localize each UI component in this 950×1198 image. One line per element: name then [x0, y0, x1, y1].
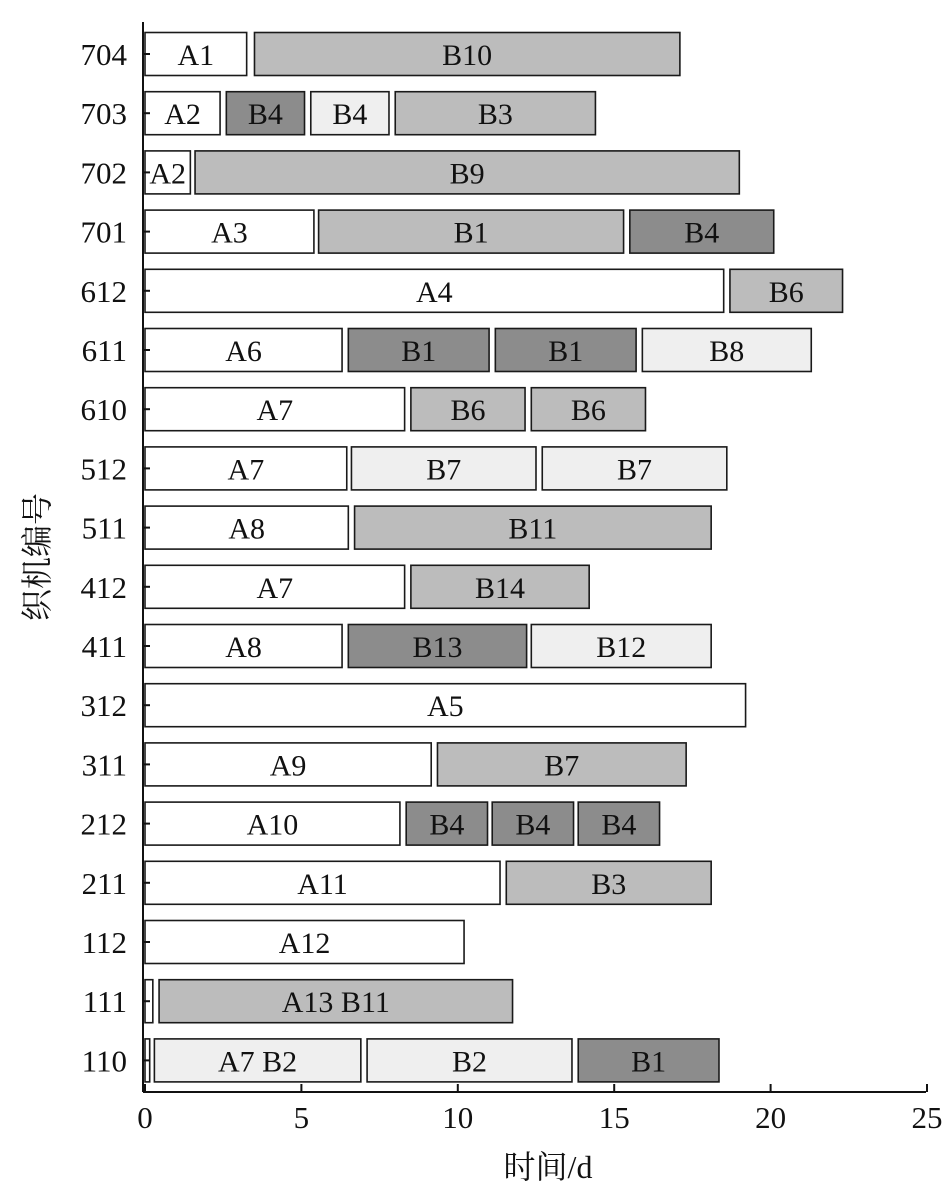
y-tick-label: 611: [81, 333, 127, 368]
y-tick-label: 112: [81, 925, 127, 960]
task-label: B4: [515, 808, 551, 842]
y-tick-label: 111: [82, 984, 127, 1020]
y-tick-label: 212: [80, 806, 127, 842]
task-label: A13 B11: [281, 986, 390, 1020]
y-tick-label: 702: [80, 155, 127, 191]
task-label: A2: [149, 157, 187, 191]
task-label: B10: [442, 39, 493, 72]
y-tick-label: 311: [81, 747, 127, 783]
y-tick-label: 704: [80, 37, 127, 72]
task-label: A9: [269, 749, 307, 783]
task-label: B4: [247, 98, 283, 132]
x-tick-label: 5: [293, 1100, 310, 1135]
task-label: B13: [412, 631, 463, 664]
task-label: A6: [225, 335, 262, 368]
task-label: B2: [452, 1045, 488, 1079]
task-label: B11: [508, 512, 558, 546]
x-tick-label: 10: [442, 1100, 474, 1135]
y-tick-label: 110: [81, 1043, 127, 1079]
x-tick-label: 25: [911, 1100, 943, 1135]
task-label: A7 B2: [218, 1045, 298, 1079]
task-label: B4: [429, 808, 465, 842]
task-label: B4: [684, 216, 720, 250]
task-label: A5: [426, 690, 464, 724]
task-label: B3: [477, 98, 513, 132]
task-label: B12: [596, 631, 647, 664]
task-label: A8: [228, 512, 265, 546]
y-tick-label: 211: [81, 865, 127, 901]
task-label: A12: [278, 927, 331, 960]
task-label: B9: [449, 157, 485, 191]
task-label: A11: [297, 867, 348, 901]
task-label: B4: [601, 808, 637, 842]
task-label: B1: [453, 216, 489, 250]
task-label: A7: [256, 571, 294, 605]
y-tick-label: 512: [80, 451, 127, 487]
y-tick-label: 312: [80, 688, 127, 724]
y-axis-title: 织机编号: [19, 492, 55, 622]
y-tick-label: 412: [80, 569, 127, 605]
task-label: B7: [617, 453, 653, 487]
task-label: A7: [256, 394, 294, 428]
task-label: A8: [225, 631, 262, 664]
task-label: B7: [426, 453, 462, 487]
task-label: B14: [475, 571, 526, 605]
task-label: B8: [709, 335, 745, 368]
task-label: A2: [164, 98, 201, 132]
y-tick-label: 703: [80, 96, 127, 132]
y-tick-label: 701: [80, 214, 127, 250]
x-tick-label: 0: [137, 1100, 153, 1135]
task-label: B7: [544, 749, 580, 783]
task-label: B1: [631, 1045, 667, 1079]
y-tick-label: 511: [81, 510, 127, 546]
x-tick-label: 20: [755, 1100, 787, 1135]
task-label: B6: [768, 275, 804, 309]
y-tick-label: 411: [81, 629, 127, 664]
y-tick-label: 610: [80, 392, 127, 428]
x-tick-label: 15: [598, 1100, 630, 1135]
task-label: A7: [227, 453, 265, 487]
task-label: B1: [548, 335, 584, 368]
bars-layer: [145, 33, 843, 1082]
task-label: B4: [332, 98, 368, 132]
task-label: A3: [211, 216, 248, 250]
y-tick-label: 612: [80, 273, 127, 309]
task-label: A4: [416, 275, 453, 309]
task-label: A1: [177, 39, 215, 72]
task-label: B1: [401, 335, 437, 368]
task-label: B6: [570, 394, 606, 428]
task-label: B6: [450, 394, 486, 428]
x-axis-title: 时间/d: [503, 1149, 593, 1185]
task-label: B3: [591, 867, 627, 901]
task-label: A10: [246, 808, 299, 842]
